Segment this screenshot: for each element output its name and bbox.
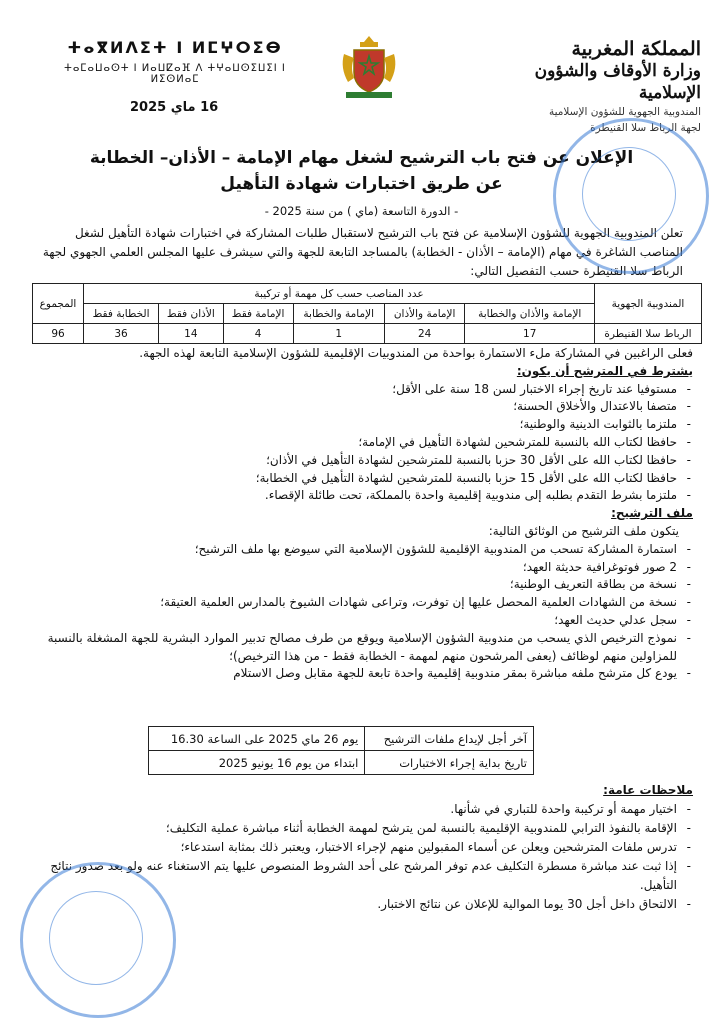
announcement-subtitle: عن طريق اختبارات شهادة التأهيل: [220, 174, 503, 194]
value-cell: 1: [293, 324, 384, 344]
list-item: - تدرس ملفات المترشحين ويعلن عن أسماء المقبولين منهم لإجراء الاختبار، ويعتبر ذلك بمثابة استدعاء؛: [30, 838, 677, 857]
list-item: - نموذج الترخيص الذي يسحب من مندوبية الشؤون الإسلامية ويوقع من طرف مصالح تدبير الموارد البشرية للجهة المشغلة بالنسبة للمزاولين منهم لوظائف (يعفى المرشحون منهم لمهمة - الخطابة فقط - من هذا الترخيص)؛: [30, 630, 677, 666]
sub-header: الإمامة والأذان: [384, 304, 465, 324]
kingdom-name: المملكة المغربية: [571, 38, 701, 60]
conditions-list: [30, 381, 693, 506]
header-tifinagh-block: [40, 38, 310, 85]
coat-of-arms-icon: [338, 32, 400, 104]
sub-header: الإمامة فقط: [223, 304, 293, 324]
document-date: 16 ماي 2025: [130, 100, 219, 115]
intro-paragraph: تعلن المندوبية الجهوية للشؤون الإسلامية عن فتح باب الترشيح لاستقبال طلبات المشاركة في اختبارات شهادة التأهيل لشغل المناصب الشاغرة في مهام (الإمامة – الأذان - الخطابة) بالمساجد التابعة للجهة والتي سيشرف عليها المجلس العلمي الجهوي لجهة الرباط سلا القنيطرة حسب التفصيل التالي:: [42, 226, 683, 278]
sub-header: الإمامة والخطابة: [293, 304, 384, 324]
list-item: - اختيار مهمة أو تركيبة واحدة للتباري في شأنها.: [30, 800, 677, 819]
list-item: - الالتحاق داخل أجل 30 يوما الموالية للإعلان عن نتائج الاختبار.: [30, 895, 677, 914]
list-item: - إذا ثبت عند مباشرة مسطرة التكليف عدم توفر المرشح على أحد الشروط المنصوص عليها يتم الاستغناء عنه ولو بعد صدور نتائج التأهيل.: [30, 857, 677, 895]
list-item: - حافظا لكتاب الله بالنسبة للمترشحين لشهادة التأهيل في الإمامة؛: [30, 434, 677, 452]
notes-heading: ملاحظات عامة:: [603, 783, 693, 797]
session-label: - الدورة التاسعة (ماي ) من سنة 2025 -: [264, 204, 459, 218]
list-item: - سجل عدلي حديث العهد؛: [30, 612, 677, 630]
regional-delegation: المندوبية الجهوية للشؤون الإسلامية: [548, 106, 701, 118]
table-row: [149, 751, 534, 775]
region-name: لجهة الرباط سلا القنيطرة: [590, 122, 701, 134]
list-item: - حافظا لكتاب الله على الأقل 15 حزبا بالنسبة للمترشحين لشهادة التأهيل في الخطابة؛: [30, 470, 677, 488]
list-item: - يودع كل مترشح ملفه مباشرة بمقر مندوبية إقليمية واحدة تابعة للجهة مقابل وصل الاستلام: [30, 665, 677, 683]
table-row: [149, 727, 534, 751]
table-row: [33, 324, 702, 344]
col-group-header: عدد المناصب حسب كل مهمة أو تركيبة: [84, 284, 595, 304]
header-ministry-block: [471, 38, 701, 136]
official-stamp-bottom: [20, 862, 176, 1018]
deadline-label: آخر أجل لإيداع ملفات الترشيح: [365, 727, 534, 751]
value-cell: 17: [465, 324, 595, 344]
file-list: [30, 541, 693, 683]
deadline-value: ابتداء من يوم 16 يونيو 2025: [149, 751, 365, 775]
conditions-heading: يشترط في المترشح أن يكون:: [516, 363, 693, 378]
posts-table: [32, 283, 702, 344]
sub-header: الأذان فقط: [159, 304, 223, 324]
list-item: - متصفا بالاعتدال والأخلاق الحسنة؛: [30, 398, 677, 416]
value-cell: 36: [84, 324, 159, 344]
col-total-header: المجموع: [33, 284, 84, 324]
tifinagh-ministry: ⵜⴰⵎⴰⵡⴰⵙⵜ ⵏ ⵍⴰⵡⵇⴰⴼ ⴷ ⵜⵖⴰⵡⵙⵉⵡⵉⵏ ⵏ ⵍⵉⵙⵍⴰⵎ: [64, 63, 286, 85]
region-cell: الرباط سلا القنيطرة: [595, 324, 702, 344]
file-lead: يتكون ملف الترشيح من الوثائق التالية:: [488, 523, 679, 538]
announcement-title: الإعلان عن فتح باب الترشيح لشغل مهام الإمامة – الأذان– الخطابة: [89, 148, 634, 168]
list-item: - الإقامة بالنفوذ الترابي للمندوبية الإقليمية بالنسبة لمن يترشح لمهمة الخطابة أثناء مباشرة عملية التكليف؛: [30, 819, 677, 838]
official-stamp-top: [553, 118, 709, 274]
list-item: - نسخة من بطاقة التعريف الوطنية؛: [30, 576, 677, 594]
value-cell: 24: [384, 324, 465, 344]
list-item: - ملتزما بالثوابت الدينية والوطنية؛: [30, 416, 677, 434]
sub-header: الإمامة والأذان والخطابة: [465, 304, 595, 324]
list-item: - نسخة من الشهادات العلمية المحصل عليها إن توفرت، وتراعى شهادات الشيوخ بالمدارس العلمية العتيقة؛: [30, 594, 677, 612]
sub-header: الخطابة فقط: [84, 304, 159, 324]
deadline-label: تاريخ بداية إجراء الاختبارات: [365, 751, 534, 775]
list-item: - 2 صور فوتوغرافية حديثة العهد؛: [30, 559, 677, 577]
file-heading: ملف الترشيح:: [611, 506, 693, 521]
list-item: - مستوفيا عند تاريخ إجراء الاختبار لسن 18 سنة على الأقل؛: [30, 381, 677, 399]
list-item: - حافظا لكتاب الله على الأقل 30 حزبا بالنسبة للمترشحين لشهادة التأهيل في الأذان؛: [30, 452, 677, 470]
col-region-header: المندوبية الجهوية: [595, 284, 702, 324]
deadline-value: يوم 26 ماي 2025 على الساعة 16.30: [149, 727, 365, 751]
deadlines-table: [148, 726, 534, 775]
value-cell: 14: [159, 324, 223, 344]
apply-note: فعلى الراغبين في المشاركة ملء الاستمارة بواحدة من المندوبيات الإقليمية للشؤون الإسلامية التابعة لهذه الجهة.: [139, 346, 693, 360]
ministry-name: وزارة الأوقاف والشؤون الإسلامية: [534, 61, 701, 103]
list-item: - ملتزما بشرط التقدم بطلبه إلى مندوبية إقليمية واحدة بالمملكة، تحت طائلة الإقصاء.: [30, 487, 677, 505]
list-item: - استمارة المشاركة تسحب من المندوبية الإقليمية للشؤون الإسلامية التي سيوضع بها ملف الترشيح؛: [30, 541, 677, 559]
value-cell: 4: [223, 324, 293, 344]
body-section: [30, 345, 693, 683]
total-cell: 96: [33, 324, 84, 344]
tifinagh-kingdom: ⵜⴰⴳⵍⴷⵉⵜ ⵏ ⵍⵎⵖⵔⵉⴱ: [67, 38, 283, 57]
